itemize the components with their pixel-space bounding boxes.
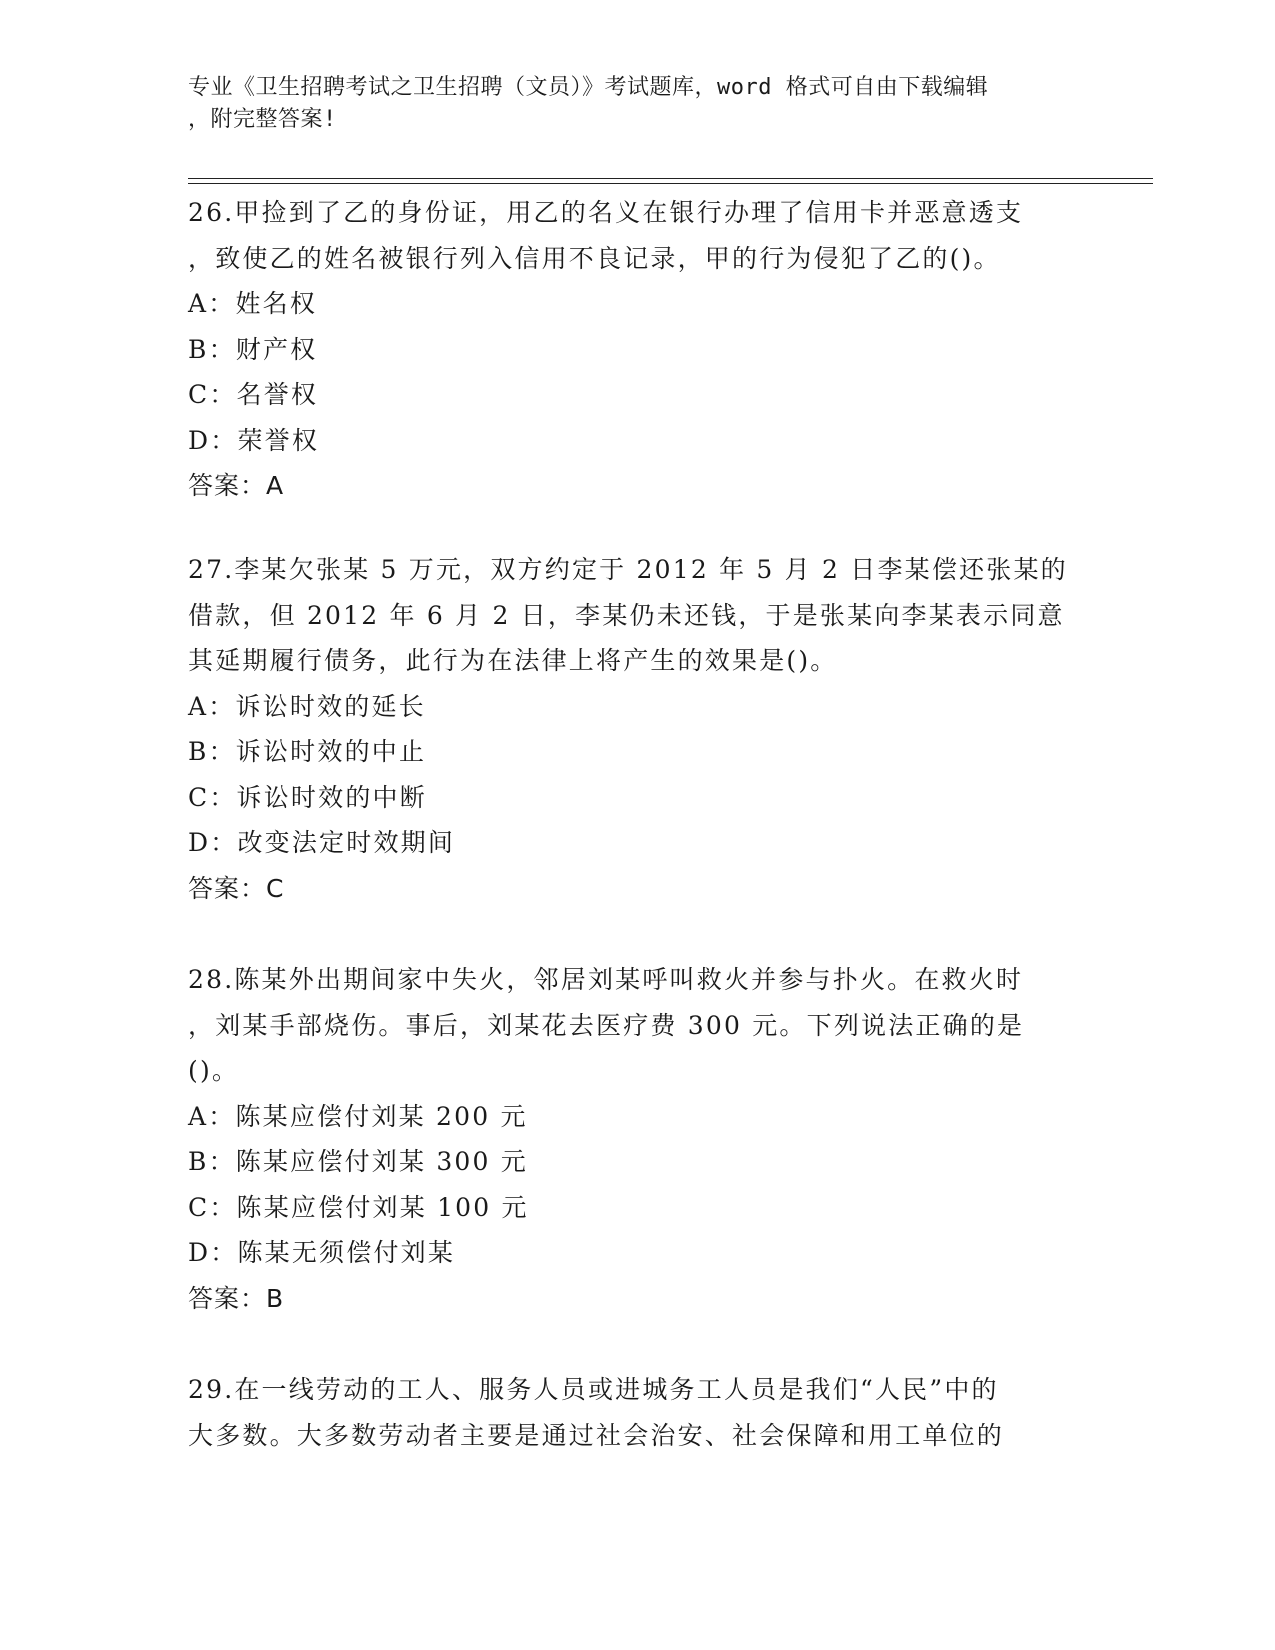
question-text-line: 大多数。大多数劳动者主要是通过社会治安、社会保障和用工单位的	[188, 1420, 1005, 1450]
option-d: D：改变法定时效期间	[188, 828, 456, 857]
header-divider-top	[188, 178, 1153, 179]
question-text-line: 28.陈某外出期间家中失火，邻居刘某呼叫救火并参与扑火。在救火时	[188, 965, 1024, 994]
option-b: B：财产权	[188, 334, 318, 364]
answer-line: 答案：A	[188, 471, 285, 500]
question-text-line: 27.李某欠张某 5 万元，双方约定于 2012 年 5 月 2 日李某偿还张某的	[188, 555, 1068, 584]
question-29	[188, 1367, 1004, 1458]
question-text-line: 29.在一线劳动的工人、服务人员或进城务工人员是我们“人民”中的	[188, 1375, 999, 1404]
answer-line: 答案：C	[188, 873, 285, 903]
option-b: B：陈某应偿付刘某 300 元	[188, 1147, 528, 1176]
question-text-line: ，致使乙的姓名被银行列入信用不良记录，甲的行为侵犯了乙的()。	[188, 243, 1001, 273]
document-header	[188, 72, 1088, 136]
question-28	[188, 957, 1024, 1321]
header-line-2: ，附完整答案!	[188, 107, 337, 132]
option-d: D：陈某无须偿付刘某	[188, 1238, 456, 1267]
question-text-line: 26.甲捡到了乙的身份证，用乙的名义在银行办理了信用卡并恶意透支	[188, 198, 1024, 227]
question-26	[188, 190, 1023, 509]
option-c: C：名誉权	[188, 380, 319, 409]
option-a: A：诉讼时效的延长	[188, 691, 426, 721]
answer-line: 答案：B	[188, 1283, 285, 1313]
question-27	[188, 547, 1068, 911]
option-a: A：姓名权	[188, 289, 318, 318]
option-b: B：诉讼时效的中止	[188, 737, 427, 766]
question-text-line: 其延期履行债务，此行为在法律上将产生的效果是()。	[188, 646, 838, 675]
question-text-line: ，刘某手部烧伤。事后，刘某花去医疗费 300 元。下列说法正确的是	[188, 1010, 1025, 1040]
header-line-1: 专业《卫生招聘考试之卫生招聘（文员）》考试题库，word 格式可自由下载编辑	[188, 75, 989, 100]
option-c: C：诉讼时效的中断	[188, 782, 427, 812]
option-c: C：陈某应偿付刘某 100 元	[188, 1192, 529, 1222]
question-text-line: ()。	[188, 1056, 240, 1085]
header-divider-bottom	[188, 183, 1153, 184]
option-d: D：荣誉权	[188, 425, 320, 455]
option-a: A：陈某应偿付刘某 200 元	[188, 1101, 528, 1131]
question-text-line: 借款，但 2012 年 6 月 2 日，李某仍未还钱，于是张某向李某表示同意	[188, 600, 1065, 630]
